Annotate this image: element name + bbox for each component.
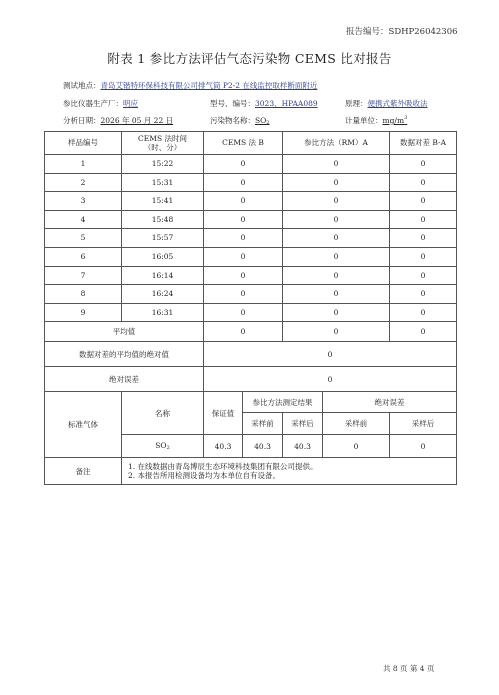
table-row	[45, 266, 457, 285]
maker-label: 参比仪器生产厂：	[63, 99, 123, 108]
standard-gas-header-row	[45, 392, 457, 413]
remarks-label: 备注	[45, 458, 122, 485]
table-row	[45, 155, 457, 174]
abs-error-value: 0	[204, 367, 457, 392]
table-row	[45, 210, 457, 229]
abs-average-value: 0	[204, 342, 457, 367]
table-row	[45, 192, 457, 211]
cell-sample-no: 9	[45, 303, 122, 322]
principle-label: 原理：	[345, 99, 368, 108]
pollutant-value: $SO_2$	[255, 116, 270, 126]
cell-diff: 0	[390, 173, 457, 192]
err-after-header: 采样后	[390, 413, 457, 435]
ref-before-header: 采样前	[243, 413, 283, 435]
table-row	[45, 285, 457, 304]
cell-time: 16:24	[122, 285, 204, 304]
maker-value: 明应	[123, 99, 138, 108]
remarks-content	[122, 458, 457, 485]
cell-ref: 0	[283, 266, 390, 285]
cell-ref: 0	[283, 192, 390, 211]
average-row	[45, 322, 457, 342]
cell-ref: 0	[283, 303, 390, 322]
date-label: 分析日期：	[63, 116, 101, 125]
header-reference-a: 参比方法（RM）A	[283, 132, 390, 155]
abs-average-label: 数据对差的平均值的绝对值	[45, 342, 204, 367]
cell-diff: 0	[390, 210, 457, 229]
header-sample-no: 样品编号	[45, 132, 122, 155]
err-before-header: 采样前	[323, 413, 390, 435]
pollutant-label: 污染物名称：	[210, 116, 255, 125]
ref-before-value: 40.3	[243, 435, 283, 458]
abs-error-label: 绝对误差	[45, 367, 204, 392]
header-cems-b: CEMS 法 B	[204, 132, 283, 155]
header-difference: 数据对差 B-A	[390, 132, 457, 155]
cell-cems: 0	[204, 229, 283, 248]
test-site-label: 测试地点：	[63, 81, 101, 90]
cell-time: 15:48	[122, 210, 204, 229]
report-number: 报告编号：SDHP26042306	[346, 27, 458, 37]
guarantee-header: 保证值	[204, 392, 243, 435]
ref-result-header: 参比方法测定结果	[243, 392, 323, 413]
abs-average-row	[45, 342, 457, 367]
average-label: 平均值	[45, 322, 204, 342]
cell-time: 16:14	[122, 266, 204, 285]
cell-diff: 0	[390, 285, 457, 304]
average-diff: 0	[390, 322, 457, 342]
cell-diff: 0	[390, 192, 457, 211]
cell-cems: 0	[204, 303, 283, 322]
table-row	[45, 303, 457, 322]
cell-diff: 0	[390, 303, 457, 322]
cell-sample-no: 7	[45, 266, 122, 285]
table-row	[45, 247, 457, 266]
err-after-value: 0	[390, 435, 457, 458]
cell-ref: 0	[283, 210, 390, 229]
date-value: 2026 年 05 月 22 日	[100, 116, 174, 125]
table-row	[45, 229, 457, 248]
comparison-table	[44, 131, 457, 485]
page-number: 共 8 页 第 4 页	[383, 664, 435, 673]
pollutant-line	[210, 115, 269, 126]
remarks-row	[45, 458, 457, 485]
model-line	[210, 98, 318, 109]
table-header-row	[45, 132, 457, 155]
gas-name-header: 名称	[122, 392, 204, 435]
cell-sample-no: 4	[45, 210, 122, 229]
cell-sample-no: 5	[45, 229, 122, 248]
table-row	[45, 173, 457, 192]
principle-line	[345, 98, 428, 109]
analysis-date-line	[63, 115, 173, 126]
cell-cems: 0	[204, 247, 283, 266]
cell-cems: 0	[204, 173, 283, 192]
model-label: 型号、编号：	[210, 99, 255, 108]
cell-cems: 0	[204, 192, 283, 211]
average-cems: 0	[204, 322, 283, 342]
cell-time: 16:31	[122, 303, 204, 322]
average-ref: 0	[283, 322, 390, 342]
cell-diff: 0	[390, 155, 457, 174]
test-site-value: 青岛艾锴特环保科技有限公司排气筒 P2-2 在线监控取样断面附近	[100, 81, 318, 90]
remark-line-1: 1. 在线数据由青岛博辰生态环境科技集团有限公司提供。	[128, 461, 318, 471]
cell-ref: 0	[283, 247, 390, 266]
cell-ref: 0	[283, 173, 390, 192]
cell-sample-no: 8	[45, 285, 122, 304]
cell-ref: 0	[283, 155, 390, 174]
standard-gas-label: 标准气体	[45, 392, 122, 458]
abs-error-row	[45, 367, 457, 392]
cell-cems: 0	[204, 266, 283, 285]
cell-cems: 0	[204, 285, 283, 304]
instrument-maker-line	[63, 98, 138, 109]
header-cems-time: CEMS 法时间 （时、分）	[122, 132, 204, 155]
unit-value: $mg/m^3$	[382, 115, 408, 125]
ref-after-header: 采样后	[283, 413, 323, 435]
cell-sample-no: 1	[45, 155, 122, 174]
model-value: 3023、HPAA089	[255, 99, 318, 108]
cell-time: 16:05	[122, 247, 204, 266]
page-title: 附表 1 参比方法评估气态污染物 CEMS 比对报告	[107, 51, 392, 66]
principle-value: 便携式紫外吸收法	[367, 99, 428, 108]
cell-time: 15:57	[122, 229, 204, 248]
cell-sample-no: 3	[45, 192, 122, 211]
test-site-line	[63, 80, 317, 91]
cell-sample-no: 2	[45, 173, 122, 192]
cell-time: 15:31	[122, 173, 204, 192]
cell-cems: 0	[204, 155, 283, 174]
cell-diff: 0	[390, 247, 457, 266]
cell-ref: 0	[283, 285, 390, 304]
cell-ref: 0	[283, 229, 390, 248]
unit-label: 计量单位：	[345, 116, 383, 125]
cell-diff: 0	[390, 266, 457, 285]
remark-line-2: 2. 本报告所用检测设备均为本单位自有设备。	[128, 471, 281, 481]
guarantee-value: 40.3	[204, 435, 243, 458]
ref-after-value: 40.3	[283, 435, 323, 458]
unit-line	[345, 115, 407, 126]
cell-time: 15:22	[122, 155, 204, 174]
cell-diff: 0	[390, 229, 457, 248]
err-before-value: 0	[323, 435, 390, 458]
gas-name: $SO_2$	[122, 435, 204, 458]
gas-abs-error-header: 绝对误差	[323, 392, 457, 413]
cell-cems: 0	[204, 210, 283, 229]
cell-time: 15:41	[122, 192, 204, 211]
cell-sample-no: 6	[45, 247, 122, 266]
